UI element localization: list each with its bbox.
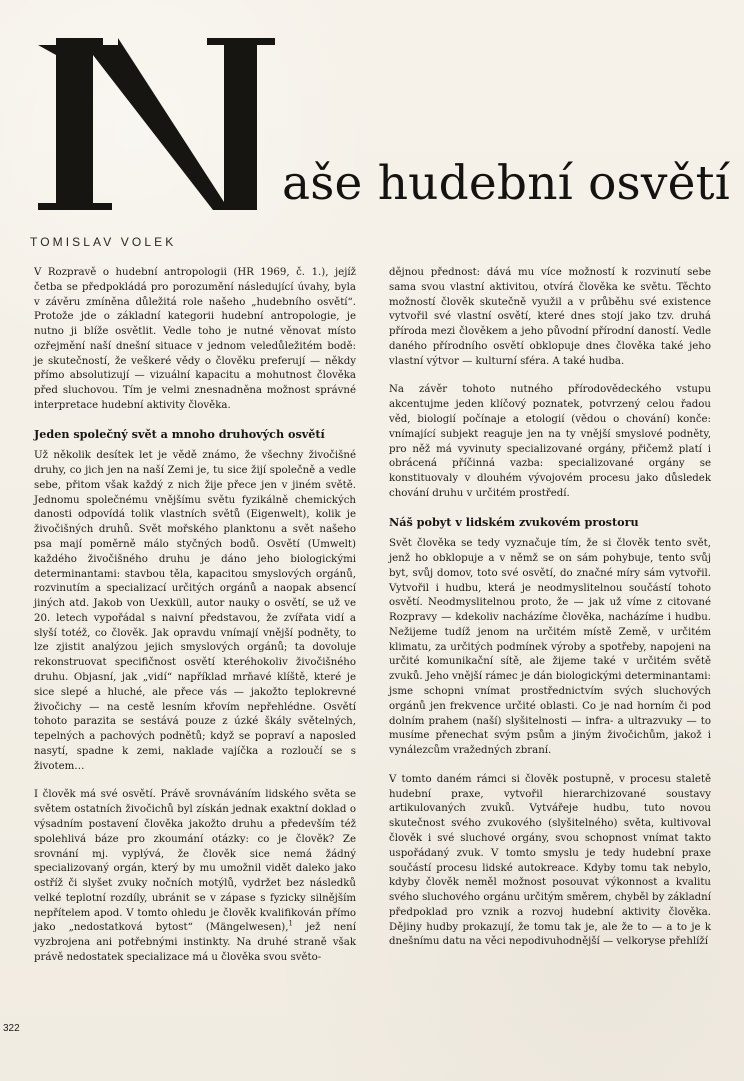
section-heading-left: Jeden společný svět a mnoho druhových osvětí (34, 426, 325, 441)
body-paragraph-left-2 (34, 788, 356, 965)
section-heading-right: Náš pobyt v lidském zvukovém prostoru (389, 514, 639, 529)
drop-cap-n-letter (38, 38, 275, 210)
article-title: aše hudební osvětí (282, 156, 730, 211)
body-paragraph-left-2-part-a: I člověk má své osvětí. Právě srovnáváním lidského světa se světem ostatních živočichů byl získán jednak exaktní doklad o výsadním postavení člověka jakožto druhu a především též spolehlivá báze pro zkoumání otázky: co je člověk? Ze srovnání mj. vyplývá, že člověk sice nemá žádný specializovaný orgán, který by mu umožnil vidět daleko jako ostříž či slyšet zvuky nočních motýlů, vydržet bez následků velké teplotní rozdíly, ubránit se v zápase s fyzicky silnějším nepřítelem apod. V tomto ohledu je člověk kvalifikován přímo jako „nedostatková bytost“ (Mängelwesen), (34, 789, 356, 934)
body-paragraph-left-2-part-b: jež není vyzbrojena ani potřebnými instinkty. Na druhé straně však právě nedostatek specializace má u člověka svou světo- (34, 922, 356, 964)
left-column (34, 266, 356, 966)
body-paragraph-right-4: V tomto daném rámci si člověk postupně, v procesu staletě hudební praxe, vytvořil hierarchizované soustavy artikulovaných zvuků. Vytvářeje hudbu, tuto novou skutečnost svého zvukového (slyšitelného) světa, kultivoval člověk i své sluchové orgány, svou schopnost vnímat takto uspořádaný zvuk. V tomto smyslu je tedy hudební praxe součástí procesu lidské autokreace. Kdyby tomu tak nebylo, kdyby člověk neměl možnost posouvat výkonnost a kvalitu svého sluchového orgánu určitým směrem, chyběl by základní předpoklad pro vznik a rozvoj hudební aktivity člověka. Dějiny hudby prokazují, že tomu tak je, ale že to — a to je k dnešnímu datu na věci nepodivuhodnější — velkoryse přehlíží (389, 773, 711, 948)
intro-paragraph: V Rozpravě o hudební antropologii (HR 1969, č. 1.), jejíž četba se předpokládá pro porozumění následující úvahy, byla v závěru zmíněna důležitá role našeho „hudebního osvětí“. Protože jde o základní kategorii hudební antropologie, je nutno ji blíže osvětlit. Vedle toho je nutné věnovat místo ozřejmění naší dnešní situace v jednom veledůležitém bodě: je skutečností, že veškeré vědy o člověku preferují — někdy přímo absolutizují — vizuální kapacitu a mohutnost člověka před sluchovou. Tím je velmi znesnadněna možnost správné interpretace hudební aktivity člověka. (34, 267, 356, 412)
footnote-reference: 1 (288, 920, 293, 929)
body-paragraph-left-1: Už několik desítek let je vědě známo, že všechny živočišné druhy, co jich jen na naší Zemi je, tu sice žijí společně a vedle sebe, přitom však každý z nich žije přece jen v jiném světě. Jednomu společnému vnějšímu světu fyzikálně chemických danosti odpovídá tolik vlastních světů (Eigenwelt), kolik je živočišných druhů. Svět mořského planktonu a svět našeho psa mají poměrně málo styčných bodů. Osvětí (Umwelt) každého živočišného druhu je dáno jeho biologickými determinantami: stavbou těla, kapacitou smyslových orgánů, rozvinutím a specializací určitých orgánů a naopak absencí jiných atd. Jakob von Uexküll, autor nauky o osvětí, se už ve 20. letech vypořádal s naivní představou, že zvířata vidí a slyší totéž, co člověk. Jak opravdu vnímají vnější podněty, to lze zjistit analýzou jejich smyslových orgánů; ta dovoluje rekonstruovat specifičnost osvětí kteréhokoliv živočišného druhu. Objasní, jak „vidí“ například mrňavé klíště, které je sice slepé a hluché, ale přece vás — jakožto teplokrevné živočichy — na cestě lesním křovím nepřehlédne. Osvětí tohoto parazita se sestává pouze z úzké škály světelných, tepelných a pachových podnětů; když se popraví a naposled nasytí, spadne k zemi, naklade vajíčka a rozloučí se s životem… (34, 450, 356, 772)
body-paragraph-right-2: Na závěr tohoto nutného přírodovědeckého vstupu akcentujme jeden klíčový poznatek, potvrzený celou řadou věd, biologií počínaje a etologií (vědou o chování) konče: vnímající subjekt reaguje jen na ty vnější smyslové podněty, pro něž má vyvinuty specializované orgány, přičemž platí i obrácená příčinná vazba: specializované orgány se konstituovaly v dlouhém vývojovém procesu jako důsledek chování druhu v určitém prostředí. (389, 384, 711, 499)
page-number: 322 (3, 1023, 20, 1034)
body-paragraph-right-1: dějnou přednost: dává mu více možností k rozvinutí sebe sama svou vlastní aktivitou, otvírá člověka ke světu. Těchto možností člověk skutečně využil a v průběhu své existence vytvořil své vlastní osvětí, které dnes stojí jako tzv. druhá příroda mezi člověkem a jeho původní přírodní daností. Vedle daného přírodního osvětí obklopuje dnes člověka také jeho vlastní výtvor — kulturní sféra. A také hudba. (389, 267, 711, 367)
author-name: TOMISLAV VOLEK (30, 235, 177, 249)
body-paragraph-right-3: Svět člověka se tedy vyznačuje tím, že si člověk tento svět, jenž ho obklopuje a v němž se on sám pohybuje, tento svůj byt, svůj domov, toto své osvětí, do značné míry sám vytvořil. Vytvořil i hudbu, která je neodmyslitelnou součástí tohoto osvětí. Neodmyslitelnou proto, že — jak už víme z citované Rozpravy — kdekoliv nacházíme člověka, nacházíme i hudbu. Nežijeme tudíž jenom na určitém místě Země, v určitém klimatu, za určitých podmínek výroby a spotřeby, napojeni na určité komunikační sítě, ale žijeme také v určitém světě zvuků. Jeho vnější rámec je dán biologickými determinantami: jsme schopni vnímat prostřednictvím svých sluchových orgánů jen frekvence určité oblasti. Co je nad horním či pod dolním prahem (naší) slyšitelnosti — infra- a ultrazvuky — to musíme přenechat svým psům a jiným živočichům, jakož i vynálezcům vražedných zbraní. (389, 538, 711, 757)
right-column (389, 266, 711, 950)
